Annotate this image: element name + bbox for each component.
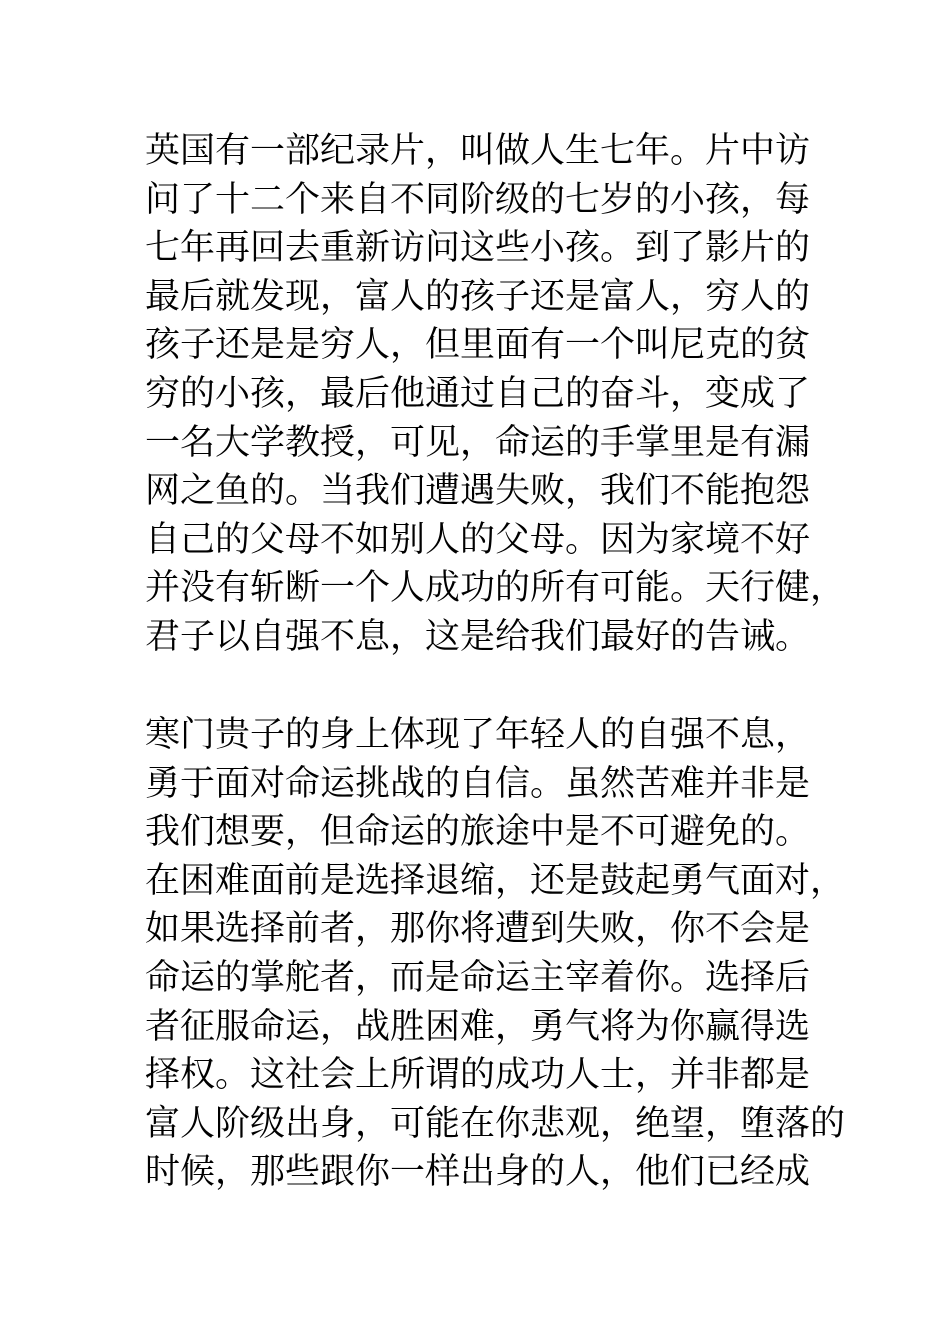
text-line: 我们想要，但命运的旅途中是不可避免的。 bbox=[145, 812, 811, 853]
text-line: 并没有斩断一个人成功的所有可能。天行健， bbox=[145, 568, 846, 609]
text-line: 在困难面前是选择退缩，还是鼓起勇气面对， bbox=[145, 860, 846, 901]
text-line: 一名大学教授，可见，命运的手掌里是有漏 bbox=[145, 422, 811, 463]
text-line: 自己的父母不如别人的父母。因为家境不好 bbox=[145, 519, 811, 560]
text-line: 网之鱼的。当我们遭遇失败，我们不能抱怨 bbox=[145, 471, 811, 512]
text-line: 如果选择前者，那你将遭到失败，你不会是 bbox=[145, 909, 811, 950]
text-line: 孩子还是是穷人，但里面有一个叫尼克的贫 bbox=[145, 325, 811, 366]
text-line: 寒门贵子的身上体现了年轻人的自强不息， bbox=[145, 715, 811, 755]
text-line: 英国有一部纪录片，叫做人生七年。片中访 bbox=[145, 131, 811, 171]
text-line: 穷的小孩，最后他通过自己的奋斗，变成了 bbox=[145, 373, 811, 414]
text-line: 勇于面对命运挑战的自信。虽然苦难并非是 bbox=[145, 763, 811, 804]
text-line: 者征服命运，战胜困难，勇气将为你赢得选 bbox=[145, 1006, 811, 1047]
text-line: 君子以自强不息，这是给我们最好的告诫。 bbox=[145, 616, 811, 657]
text-line: 择权。这社会上所谓的成功人士，并非都是 bbox=[145, 1055, 811, 1096]
text-line: 富人阶级出身，可能在你悲观，绝望，堕落的 bbox=[145, 1103, 846, 1144]
text-line: 问了十二个来自不同阶级的七岁的小孩，每 bbox=[145, 179, 811, 220]
paragraph-1 bbox=[145, 127, 845, 662]
text-line: 最后就发现，富人的孩子还是富人，穷人的 bbox=[145, 276, 811, 317]
text-line: 七年再回去重新访问这些小孩。到了影片的 bbox=[145, 228, 811, 269]
paragraph-2 bbox=[145, 711, 845, 1197]
text-line: 命运的掌舵者，而是命运主宰着你。选择后 bbox=[145, 957, 811, 998]
text-line: 时候，那些跟你一样出身的人，他们已经成 bbox=[145, 1152, 811, 1193]
